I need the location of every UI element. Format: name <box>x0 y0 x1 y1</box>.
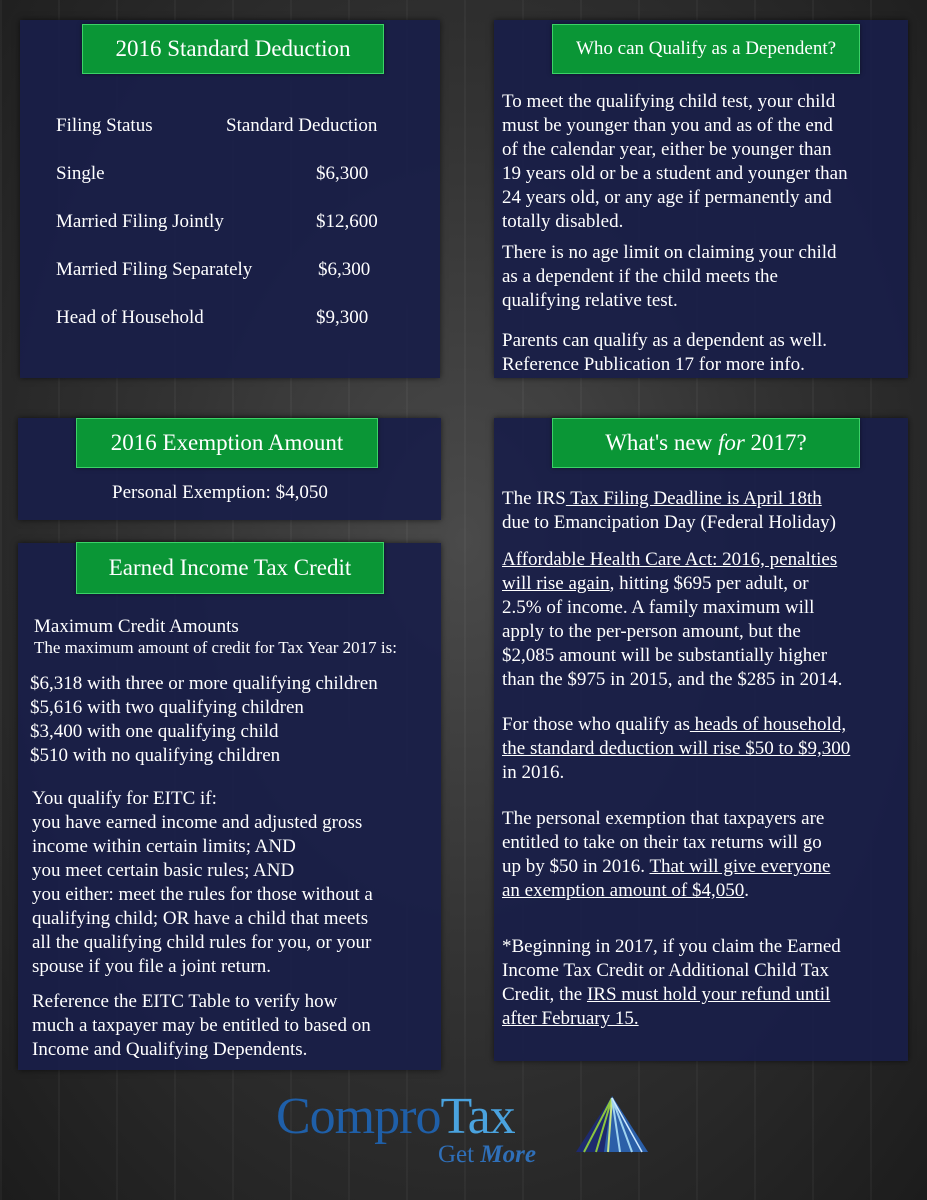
dependent-text-line: To meet the qualifying child test, your child <box>502 91 836 112</box>
whats-new-title-pre: What's new <box>605 430 718 455</box>
logo-word-compro: Compro <box>276 1088 441 1145</box>
deduction-row-status: Head of Household <box>56 307 204 328</box>
deduction-row-status: Married Filing Separately <box>56 259 253 280</box>
eitc-qualify-line: You qualify for EITC if: <box>32 788 217 809</box>
standard-deduction-title: 2016 Standard Deduction <box>82 24 384 74</box>
eitc-subheading: The maximum amount of credit for Tax Year 2017 is: <box>34 638 397 657</box>
eitc-amount: $3,400 with one qualifying child <box>30 721 279 742</box>
eitc-qualify-line: all the qualifying child rules for you, or your <box>32 932 372 953</box>
eitc-heading: Maximum Credit Amounts <box>34 616 239 637</box>
filing-status-header: Filing Status <box>56 115 153 136</box>
deduction-row-status: Single <box>56 163 105 184</box>
eitc-qualify-line: qualifying child; OR have a child that meets <box>32 908 369 929</box>
aca-line: $2,085 amount will be substantially higher <box>502 645 828 666</box>
dependent-title: Who can Qualify as a Dependent? <box>552 24 860 74</box>
whats-new-title <box>552 418 860 468</box>
eitc-qualify-line: spouse if you file a joint return. <box>32 956 272 977</box>
dependent-text-line: qualifying relative test. <box>502 290 678 311</box>
exemption-period: . <box>744 880 749 901</box>
logo-tagline-more: More <box>480 1141 536 1168</box>
irs-text: The IRS <box>502 488 566 509</box>
refund-hold-line <box>502 983 830 1007</box>
logo-wordmark <box>276 1088 515 1146</box>
hoh-text: For those who qualify as <box>502 714 690 735</box>
dependent-text-line: as a dependent if the child meets the <box>502 266 778 287</box>
dependent-text-line: of the calendar year, either be younger than <box>502 139 832 160</box>
exemption-change-line <box>502 855 830 879</box>
aca-line: 2.5% of income. A family maximum will <box>502 597 815 618</box>
refund-hold-line: Income Tax Credit or Additional Child Tax <box>502 960 829 981</box>
exemption-change-line <box>502 879 749 903</box>
refund-hold-line-underlined: after February 15. <box>502 1008 639 1029</box>
exemption-amount-underlined: an exemption amount of $4,050 <box>502 880 745 901</box>
aca-line: apply to the per-person amount, but the <box>502 621 801 642</box>
dependent-text-line: There is no age limit on claiming your child <box>502 242 837 263</box>
eitc-qualify-line: income within certain limits; AND <box>32 836 296 857</box>
whats-new-title-post: 2017? <box>744 430 807 455</box>
exemption-change-line: entitled to take on their tax returns will go <box>502 832 822 853</box>
emancipation-line: due to Emancipation Day (Federal Holiday) <box>502 512 836 533</box>
deduction-row-amount: $6,300 <box>318 259 371 280</box>
deduction-row-amount: $6,300 <box>316 163 369 184</box>
aca-line <box>502 572 809 596</box>
eitc-reference-line: much a taxpayer may be entitled to based on <box>32 1015 371 1036</box>
dependent-text-line: must be younger than you and as of the end <box>502 115 833 136</box>
whats-new-title-em: for <box>717 430 745 455</box>
aca-heading: Affordable Health Care Act: 2016, penalties <box>502 549 838 570</box>
eitc-amount: $5,616 with two qualifying children <box>30 697 304 718</box>
exemption-title: 2016 Exemption Amount <box>76 418 378 468</box>
deduction-row-amount: $12,600 <box>316 211 378 232</box>
deadline-underlined: Tax Filing Deadline is April 18th <box>565 488 822 509</box>
refund-hold-line: *Beginning in 2017, if you claim the Earned <box>502 936 841 957</box>
eitc-reference-line: Income and Qualifying Dependents. <box>32 1039 308 1060</box>
aca-line: than the $975 in 2015, and the $285 in 2014. <box>502 669 843 690</box>
exemption-change-underlined: That will give everyone <box>649 856 831 877</box>
eitc-title: Earned Income Tax Credit <box>76 542 384 594</box>
refund-hold-text: Credit, the <box>502 984 587 1005</box>
logo-tagline-get: Get <box>438 1141 481 1168</box>
exemption-change-text: up by $50 in 2016. <box>502 856 650 877</box>
dependent-text-line: Reference Publication 17 for more info. <box>502 354 805 375</box>
eitc-reference-line: Reference the EITC Table to verify how <box>32 991 338 1012</box>
standard-deduction-header: Standard Deduction <box>226 115 378 136</box>
eitc-amount: $510 with no qualifying children <box>30 745 281 766</box>
irs-deadline-line <box>502 487 822 511</box>
dependent-text-line: Parents can qualify as a dependent as well. <box>502 330 827 351</box>
hoh-line-underlined: the standard deduction will rise $50 to $9,300 <box>502 738 851 759</box>
dependent-text-line: 24 years old, or any age if permanently and <box>502 187 832 208</box>
eitc-qualify-line: you meet certain basic rules; AND <box>32 860 295 881</box>
hoh-line: in 2016. <box>502 762 565 783</box>
deduction-row-amount: $9,300 <box>316 307 369 328</box>
eitc-qualify-line: you either: meet the rules for those without a <box>32 884 373 905</box>
eitc-amount: $6,318 with three or more qualifying children <box>30 673 378 694</box>
aca-underlined: will rise again <box>502 573 610 594</box>
aca-rest: , hitting $695 per adult, or <box>609 573 809 594</box>
deduction-row-status: Married Filing Jointly <box>56 211 224 232</box>
eitc-qualify-line: you have earned income and adjusted gross <box>32 812 363 833</box>
personal-exemption-text: Personal Exemption: $4,050 <box>112 482 328 503</box>
logo-word-tax: Tax <box>440 1088 515 1145</box>
comprotax-logo <box>276 1088 656 1178</box>
hoh-line <box>502 713 846 737</box>
logo-tagline <box>438 1140 536 1170</box>
dependent-text-line: totally disabled. <box>502 211 624 232</box>
refund-hold-underlined: IRS must hold your refund until <box>586 984 831 1005</box>
dependent-text-line: 19 years old or be a student and younger than <box>502 163 848 184</box>
logo-triangle-icon <box>574 1094 650 1154</box>
exemption-change-line: The personal exemption that taxpayers are <box>502 808 825 829</box>
hoh-underlined: heads of household, <box>689 714 847 735</box>
